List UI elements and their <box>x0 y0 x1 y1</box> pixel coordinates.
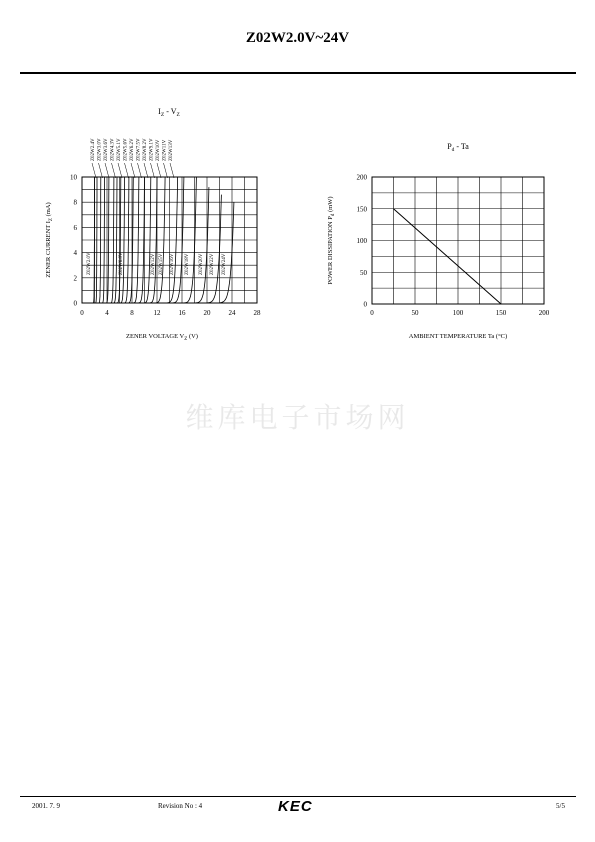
x-tick-label: 12 <box>153 309 161 317</box>
series-label-top: Z02W3.6V <box>104 138 109 161</box>
series-label-top: Z02W2.4V <box>91 138 96 161</box>
series-leader-line <box>164 163 168 178</box>
series-label-top: Z02W9.1V <box>149 138 155 161</box>
series-leader-line <box>92 163 96 178</box>
series-label-top: Z02W6.2V <box>130 138 135 161</box>
footer-page-number: 5/5 <box>556 802 565 810</box>
x-tick-label: 20 <box>203 309 211 317</box>
x-tick-label: 50 <box>411 309 419 317</box>
x-tick-label: 4 <box>105 309 109 317</box>
y-tick-label: 100 <box>356 237 367 245</box>
y-tick-label: 0 <box>73 299 77 308</box>
series-leader-line <box>144 163 148 178</box>
series-label-top: Z02W10V <box>156 139 161 161</box>
y-tick-label: 50 <box>360 268 367 277</box>
kec-logo: KEC <box>278 798 313 815</box>
y-tick-label: 8 <box>73 198 77 207</box>
x-tick-label: 150 <box>495 309 507 317</box>
zener-curve <box>181 195 221 303</box>
series-leader-line <box>170 163 174 178</box>
chart-title: $I_Z - V_Z$ <box>158 107 180 118</box>
series-leader-line <box>157 163 161 178</box>
x-axis-label: ZENER VOLTAGE $V_Z$ (V) <box>126 333 198 342</box>
series-leader-line <box>112 163 116 178</box>
series-label-top: Z02W5.1V <box>117 138 122 161</box>
series-label-inner: Z02W18V <box>185 253 190 275</box>
footer-date: 2001. 7. 9 <box>32 802 60 810</box>
series-label-inner: Z02W22V <box>210 253 215 275</box>
footer-rule <box>20 796 576 797</box>
series-leader-line <box>138 163 142 178</box>
y-axis-label: ZENER CURRENT $I_Z$ (mA) <box>45 202 54 278</box>
series-leader-line <box>105 163 109 178</box>
series-label-inner: Z02W15V <box>159 253 164 275</box>
series-label-top: Z02W8.2V <box>143 138 148 161</box>
series-leader-line <box>151 163 155 178</box>
x-tick-label: 28 <box>253 309 261 317</box>
series-leader-line <box>118 163 122 178</box>
x-axis-label: AMBIENT TEMPERATURE Ta (°C) <box>408 333 508 340</box>
x-tick-label: 100 <box>452 309 464 317</box>
series-label-inner: Z02W6.8V <box>119 252 124 275</box>
y-tick-label: 150 <box>356 205 367 214</box>
series-leader-line <box>125 163 129 178</box>
series-label-top: Z02W5.6V <box>123 138 129 161</box>
series-label-inner: Z02W24V <box>222 253 227 275</box>
series-label-top: Z02W13V <box>169 139 174 161</box>
series-label-top: Z02W7.5V <box>136 138 142 161</box>
series-label-inner: Z02W2.0V <box>87 252 92 275</box>
footer-revision: Revision No : 4 <box>158 802 203 810</box>
y-tick-label: 4 <box>73 249 77 258</box>
y-tick-label: 0 <box>363 300 367 309</box>
page-title: Z02W2.0V~24V <box>245 30 350 46</box>
series-label-inner: Z02W16V <box>170 253 175 275</box>
x-tick-label: 16 <box>178 309 186 317</box>
series-label-top: Z02W11V <box>162 139 168 161</box>
iz-vz-chart <box>0 95 300 355</box>
y-tick-label: 200 <box>356 173 367 182</box>
series-label-inner: Z02W20V <box>199 253 204 275</box>
x-tick-label: 8 <box>130 309 134 317</box>
y-axis-label: POWER DISSIPATION $P_d$ (mW) <box>327 196 336 285</box>
zener-curve <box>172 187 209 303</box>
x-tick-label: 0 <box>370 309 374 317</box>
x-tick-label: 200 <box>538 309 550 317</box>
chart-title: $P_d$ - Ta <box>447 142 469 153</box>
y-tick-label: 2 <box>73 274 77 283</box>
pd-ta-chart <box>300 135 595 355</box>
series-label-inner: Z02W12V <box>151 253 156 275</box>
series-leader-line <box>99 163 103 178</box>
y-tick-label: 6 <box>73 223 77 232</box>
y-tick-label: 10 <box>70 173 77 182</box>
series-leader-line <box>131 163 135 178</box>
header-rule <box>20 72 576 74</box>
x-tick-label: 24 <box>228 309 236 317</box>
watermark-text: 维库电子市场网 <box>185 401 410 434</box>
series-label-top: Z02W4.3V <box>110 138 116 161</box>
x-tick-label: 0 <box>80 309 84 317</box>
series-label-top: Z02W3.0V <box>97 138 103 161</box>
